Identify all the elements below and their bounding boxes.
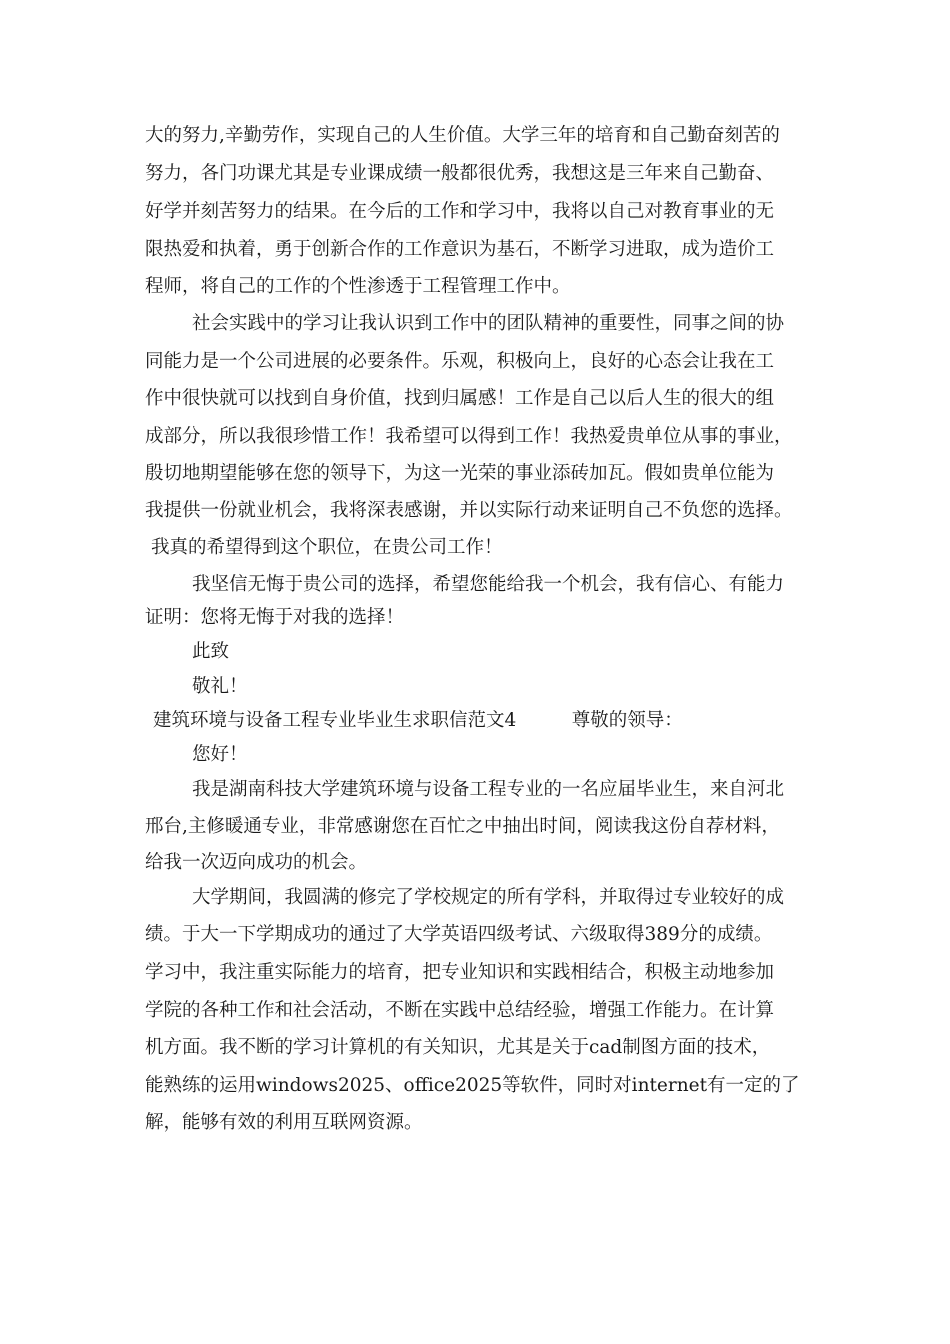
section-title: 建筑环境与设备工程专业毕业生求职信范文4 尊敬的领导： <box>153 710 683 731</box>
text-line: 我提供一份就业机会，我将深表感谢，并以实际行动来证明自己不负您的选择。 <box>145 500 793 521</box>
text-line: 能熟练的运用windows2025、office2025等软件，同时对internet有一定的了 <box>145 1075 800 1096</box>
text-line: 同能力是一个公司进展的必要条件。乐观，积极向上，良好的心态会让我在工 <box>145 351 775 372</box>
text-line: 邢台,主修暖通专业，非常感谢您在百忙之中抽出时间，阅读我这份自荐材料， <box>145 816 780 837</box>
text-line: 殷切地期望能够在您的领导下，为这一光荣的事业添砖加瓦。假如贵单位能为 <box>145 463 775 484</box>
text-line: 绩。于大一下学期成功的通过了大学英语四级考试、六级取得389分的成绩。 <box>145 924 773 945</box>
greeting: 您好！ <box>192 744 248 765</box>
text-line: 程师，将自己的工作的个性渗透于工程管理工作中。 <box>145 276 571 297</box>
text-line: 给我一次迈向成功的机会。 <box>145 852 368 873</box>
paragraph-start: 我坚信无悔于贵公司的选择，希望您能给我一个机会，我有信心、有能力 <box>192 574 785 595</box>
text-line: 证明：您将无悔于对我的选择！ <box>145 607 405 628</box>
paragraph-start: 社会实践中的学习让我认识到工作中的团队精神的重要性，同事之间的协 <box>192 313 785 334</box>
closing-line: 此致 <box>192 641 230 662</box>
text-line: 解，能够有效的利用互联网资源。 <box>145 1112 423 1133</box>
text-line: 大的努力,辛勤劳作，实现自己的人生价值。大学三年的培育和自己勤奋刻苦的 <box>145 125 780 146</box>
closing-line: 敬礼！ <box>192 676 248 697</box>
text-line: 成部分，所以我很珍惜工作！我希望可以得到工作！我热爱贵单位从事的事业， <box>145 426 793 447</box>
text-line: 学院的各种工作和社会活动，不断在实践中总结经验，增强工作能力。在计算 <box>145 1000 775 1021</box>
text-line: 好学并刻苦努力的结果。在今后的工作和学习中，我将以自己对教育事业的无 <box>145 201 775 222</box>
paragraph-start: 我是湖南科技大学建筑环境与设备工程专业的一名应届毕业生，来自河北 <box>192 779 785 800</box>
text-line: 限热爱和执着，勇于创新合作的工作意识为基石，不断学习进取，成为造价工 <box>145 239 775 260</box>
paragraph-start: 大学期间，我圆满的修完了学校规定的所有学科，并取得过专业较好的成 <box>192 887 785 908</box>
text-line: 努力，各门功课尤其是专业课成绩一般都很优秀，我想这是三年来自己勤奋、 <box>145 163 775 184</box>
text-line: 我真的希望得到这个职位，在贵公司工作！ <box>151 537 503 558</box>
text-line: 机方面。我不断的学习计算机的有关知识，尤其是关于cad制图方面的技术， <box>145 1037 771 1058</box>
text-line: 学习中，我注重实际能力的培育，把专业知识和实践相结合，积极主动地参加 <box>145 962 775 983</box>
text-line: 作中很快就可以找到自身价值，找到归属感！工作是自己以后人生的很大的组 <box>145 388 775 409</box>
